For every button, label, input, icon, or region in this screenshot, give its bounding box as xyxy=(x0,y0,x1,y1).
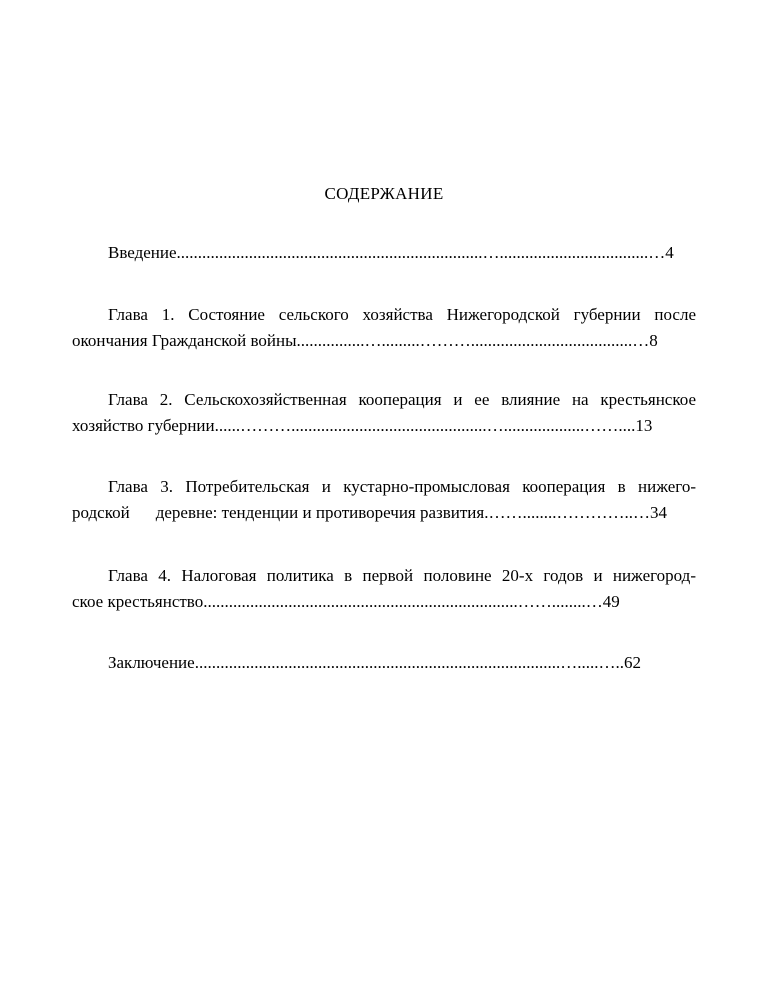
toc-entry-chapter-2[interactable] xyxy=(72,387,696,439)
toc-line: хозяйство губернии......………..............................................…...................……....13 xyxy=(72,416,653,435)
toc-line: Глава 4. Налоговая политика в первой половине 20-х годов и нижегород- xyxy=(108,566,696,585)
toc-entry-chapter-1[interactable] xyxy=(72,302,696,354)
toc-entry-chapter-3[interactable] xyxy=(72,474,696,526)
toc-entry-introduction[interactable] xyxy=(72,240,696,266)
toc-line: Введение........................................................................…...................................…4 xyxy=(108,243,674,262)
toc-line: Глава 2. Сельскохозяйственная кооперация и ее влияние на крестьянское xyxy=(108,390,696,409)
toc-line: Глава 3. Потребительская и кустарно-промысловая кооперация в нижего- xyxy=(108,477,696,496)
toc-line: Глава 1. Состояние сельского хозяйства Нижегородской губернии после xyxy=(108,305,696,324)
toc-entry-conclusion[interactable] xyxy=(72,650,696,676)
toc-line: Заключение......................................................................................….....…..62 xyxy=(108,653,641,672)
toc-line: окончания Гражданской войны................….........………......................................…8 xyxy=(72,331,658,350)
toc-line-start: родской xyxy=(72,503,130,522)
toc-entry-chapter-4[interactable] xyxy=(72,563,696,615)
toc-line-end: деревне: тенденции и противоречия развития.……........…………..…34 xyxy=(155,503,667,522)
page-title: СОДЕРЖАНИЕ xyxy=(324,184,444,203)
toc-line xyxy=(72,500,686,526)
toc-line: ское крестьянство..........................................................................……........…49 xyxy=(72,592,620,611)
